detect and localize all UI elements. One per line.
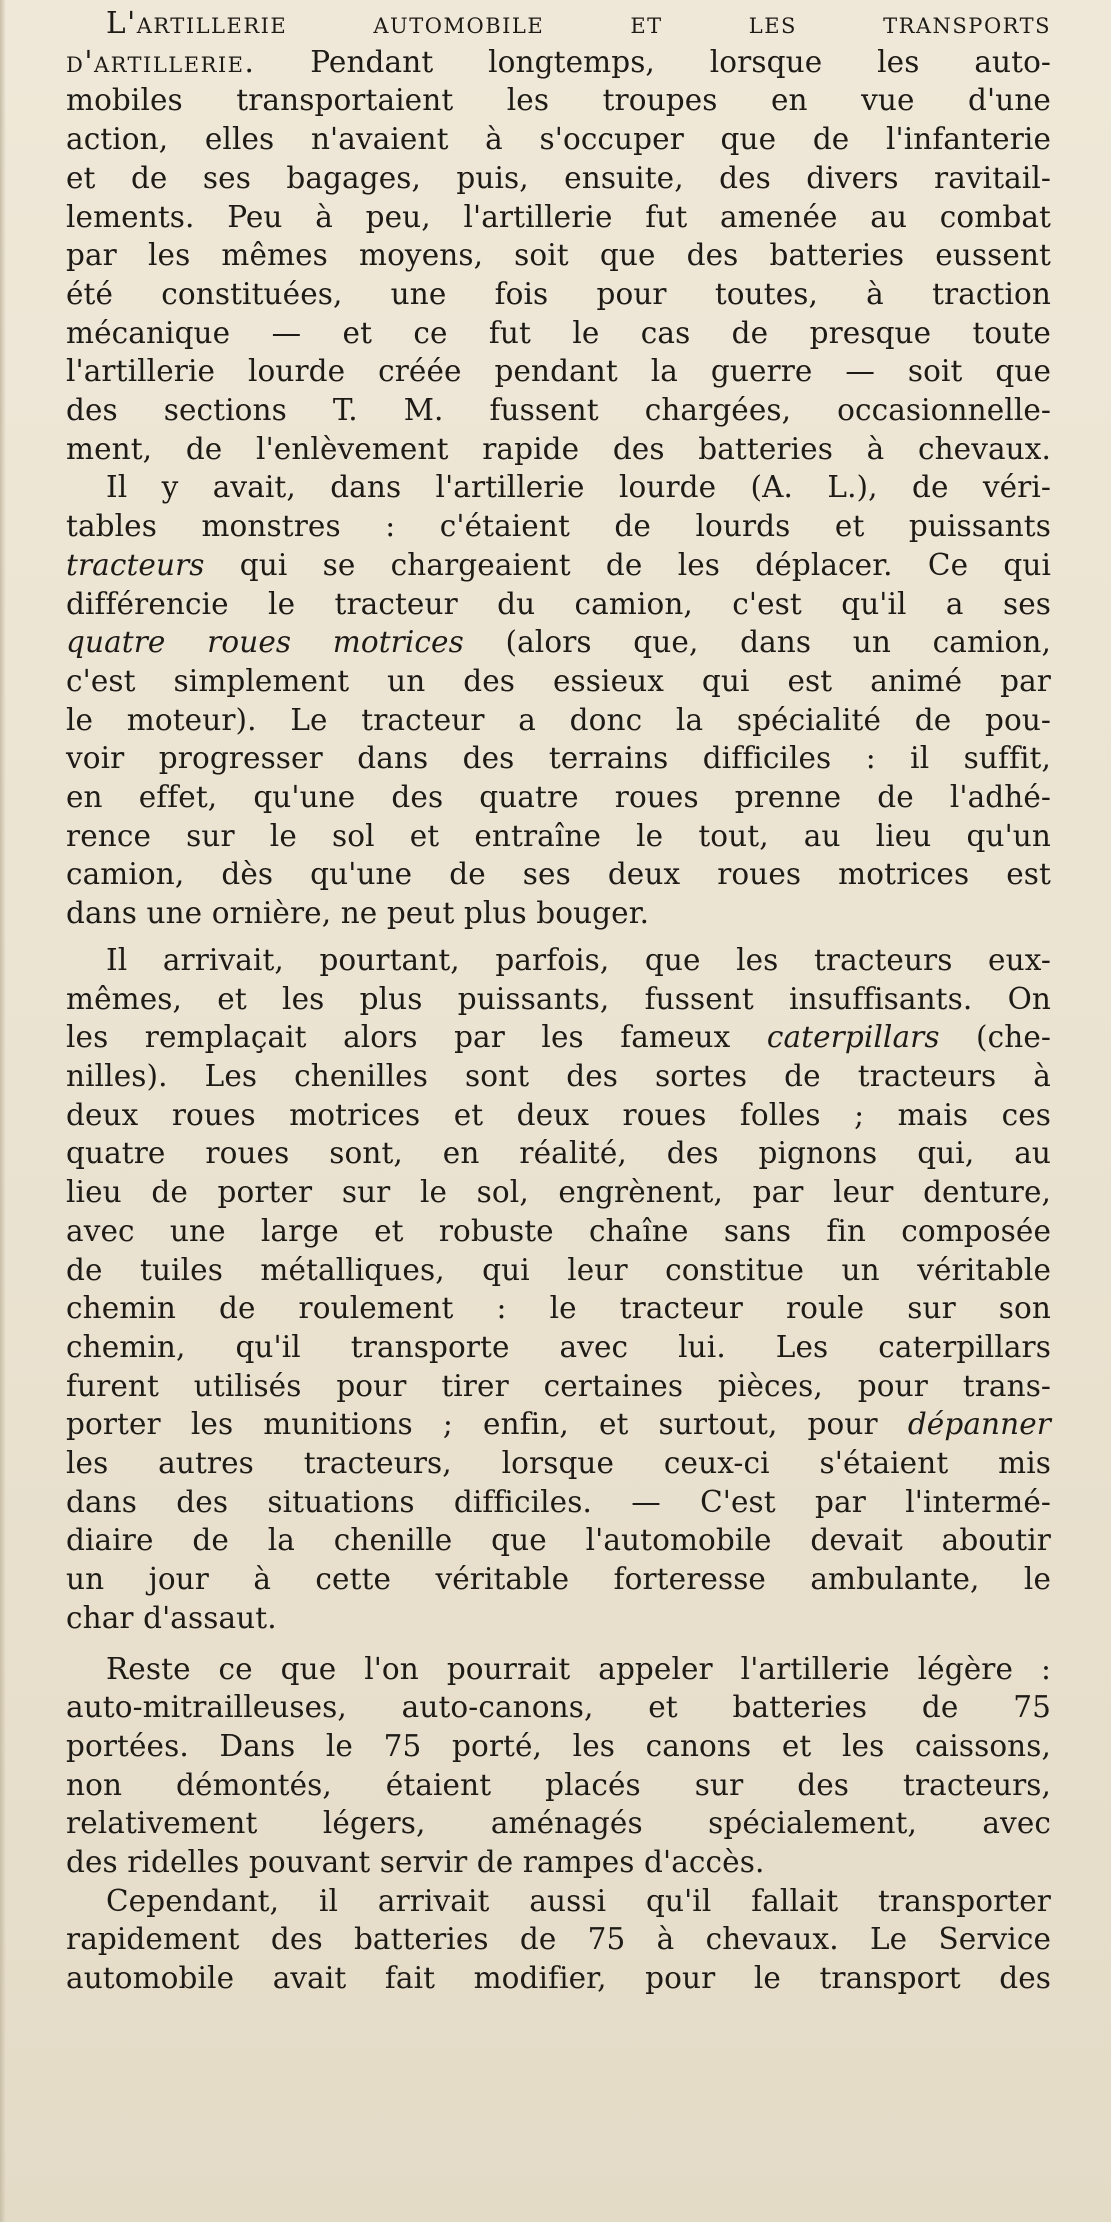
text-line: dans des situations difficiles. — C'est par l'intermé- <box>66 1484 1051 1519</box>
text-line: mêmes, et les plus puissants, fussent insuffisants. On <box>66 981 1051 1016</box>
paragraph-gap <box>66 933 1051 941</box>
text-line: de tuiles métalliques, qui leur constitue un véritable <box>66 1252 1051 1287</box>
text-line: ment, de l'enlèvement rapide des batteries à chevaux. <box>66 431 1051 466</box>
heading-smallcaps: d'artillerie. <box>66 44 256 79</box>
text-line: chemin, qu'il transporte avec lui. Les caterpillars <box>66 1329 1051 1364</box>
italic-term: quatre roues motrices <box>66 625 464 660</box>
text-line: différencie le tracteur du camion, c'est qu'il a ses <box>66 586 1051 621</box>
text-line: été constituées, une fois pour toutes, à traction <box>66 276 1051 311</box>
italic-term: dépanner <box>907 1407 1051 1442</box>
text-line: auto-mitrailleuses, auto-canons, et batteries de 75 <box>66 1690 1051 1725</box>
text-line: deux roues motrices et deux roues folles ; mais ces <box>66 1097 1051 1132</box>
heading-smallcaps: L'artillerie automobile et les transports <box>106 6 1051 40</box>
text-column <box>66 4 1051 1998</box>
text-line: relativement légers, aménagés spécialement, avec <box>66 1806 1051 1841</box>
paragraph-3 <box>66 941 1051 1638</box>
paragraph-gap <box>66 1638 1051 1650</box>
text-line: mobiles transportaient les troupes en vue d'une <box>66 83 1051 118</box>
text-line: quatre roues sont, en réalité, des pignons qui, au <box>66 1136 1051 1171</box>
paragraph-1 <box>66 4 1051 468</box>
text-line: et de ses bagages, puis, ensuite, des divers ravitail- <box>66 160 1051 195</box>
text-line: chemin de roulement : le tracteur roule sur son <box>66 1291 1051 1326</box>
text-line: dans une ornière, ne peut plus bouger. <box>66 896 650 931</box>
italic-term: caterpillars <box>766 1020 940 1055</box>
text-line: camion, dès qu'une de ses deux roues motrices est <box>66 857 1051 892</box>
line-text: les remplaçait alors par les fameux <box>66 1020 767 1055</box>
text-line: non démontés, étaient placés sur des tracteurs, <box>66 1767 1051 1802</box>
text-line: avec une large et robuste chaîne sans fin composée <box>66 1213 1051 1248</box>
paragraph-5 <box>66 1882 1051 1998</box>
line-text: (alors que, dans un camion, <box>463 625 1051 660</box>
text-line <box>66 1405 1051 1444</box>
line-text: porter les munitions ; enfin, et surtout, pour <box>66 1407 908 1442</box>
text-line: c'est simplement un des essieux qui est animé par <box>66 663 1051 698</box>
text-line <box>66 623 1051 662</box>
text-line: le moteur). Le tracteur a donc la spécialité de pou- <box>66 702 1051 737</box>
text-line: lements. Peu à peu, l'artillerie fut amenée au combat <box>66 199 1051 234</box>
text-line: en effet, qu'une des quatre roues prenne de l'adhé- <box>66 780 1051 815</box>
text-line: l'artillerie lourde créée pendant la guerre — soit que <box>66 354 1051 389</box>
text-line: diaire de la chenille que l'automobile devait aboutir <box>66 1523 1051 1558</box>
italic-term: tracteurs <box>66 547 205 582</box>
text-line: mécanique — et ce fut le cas de presque toute <box>66 315 1051 350</box>
text-line: nilles). Les chenilles sont des sortes de tracteurs à <box>66 1058 1051 1093</box>
text-line: lieu de porter sur le sol, engrènent, par leur denture, <box>66 1175 1051 1210</box>
text-line: des ridelles pouvant servir de rampes d'accès. <box>66 1845 765 1880</box>
paragraph-4 <box>66 1650 1051 1882</box>
line-text: (che- <box>939 1020 1051 1055</box>
line-text: Pendant longtemps, lorsque les auto- <box>255 44 1051 79</box>
text-line: un jour à cette véritable forteresse ambulante, le <box>66 1562 1051 1597</box>
text-line <box>66 43 1051 82</box>
text-line: char d'assaut. <box>66 1600 277 1635</box>
text-line: par les mêmes moyens, soit que des batteries eussent <box>66 238 1051 273</box>
text-line: des sections T. M. fussent chargées, occasionnelle- <box>66 393 1051 428</box>
text-line: automobile avait fait modifier, pour le transport des <box>66 1961 1051 1996</box>
text-line <box>66 546 1051 585</box>
page-edge-shadow <box>0 0 6 2222</box>
text-line: Cependant, il arrivait aussi qu'il fallait transporter <box>106 1883 1051 1918</box>
paragraph-2 <box>66 468 1051 932</box>
text-line: portées. Dans le 75 porté, les canons et les caissons, <box>66 1728 1051 1763</box>
text-line: tables monstres : c'étaient de lourds et puissants <box>66 509 1051 544</box>
line-text: qui se chargeaient de les déplacer. Ce qui <box>204 547 1051 582</box>
text-line <box>66 1018 1051 1057</box>
text-line <box>66 4 1051 43</box>
text-line: furent utilisés pour tirer certaines pièces, pour trans- <box>66 1368 1051 1403</box>
text-line: rapidement des batteries de 75 à chevaux. Le Service <box>66 1922 1051 1957</box>
text-line: Il y avait, dans l'artillerie lourde (A. L.), de véri- <box>106 470 1051 505</box>
text-line: rence sur le sol et entraîne le tout, au lieu qu'un <box>66 818 1051 853</box>
text-line: action, elles n'avaient à s'occuper que de l'infanterie <box>66 122 1051 157</box>
text-line: Reste ce que l'on pourrait appeler l'artillerie légère : <box>106 1651 1051 1686</box>
text-line: voir progresser dans des terrains difficiles : il suffit, <box>66 741 1051 776</box>
text-line: Il arrivait, pourtant, parfois, que les tracteurs eux- <box>106 942 1051 977</box>
text-line: les autres tracteurs, lorsque ceux-ci s'étaient mis <box>66 1446 1051 1481</box>
